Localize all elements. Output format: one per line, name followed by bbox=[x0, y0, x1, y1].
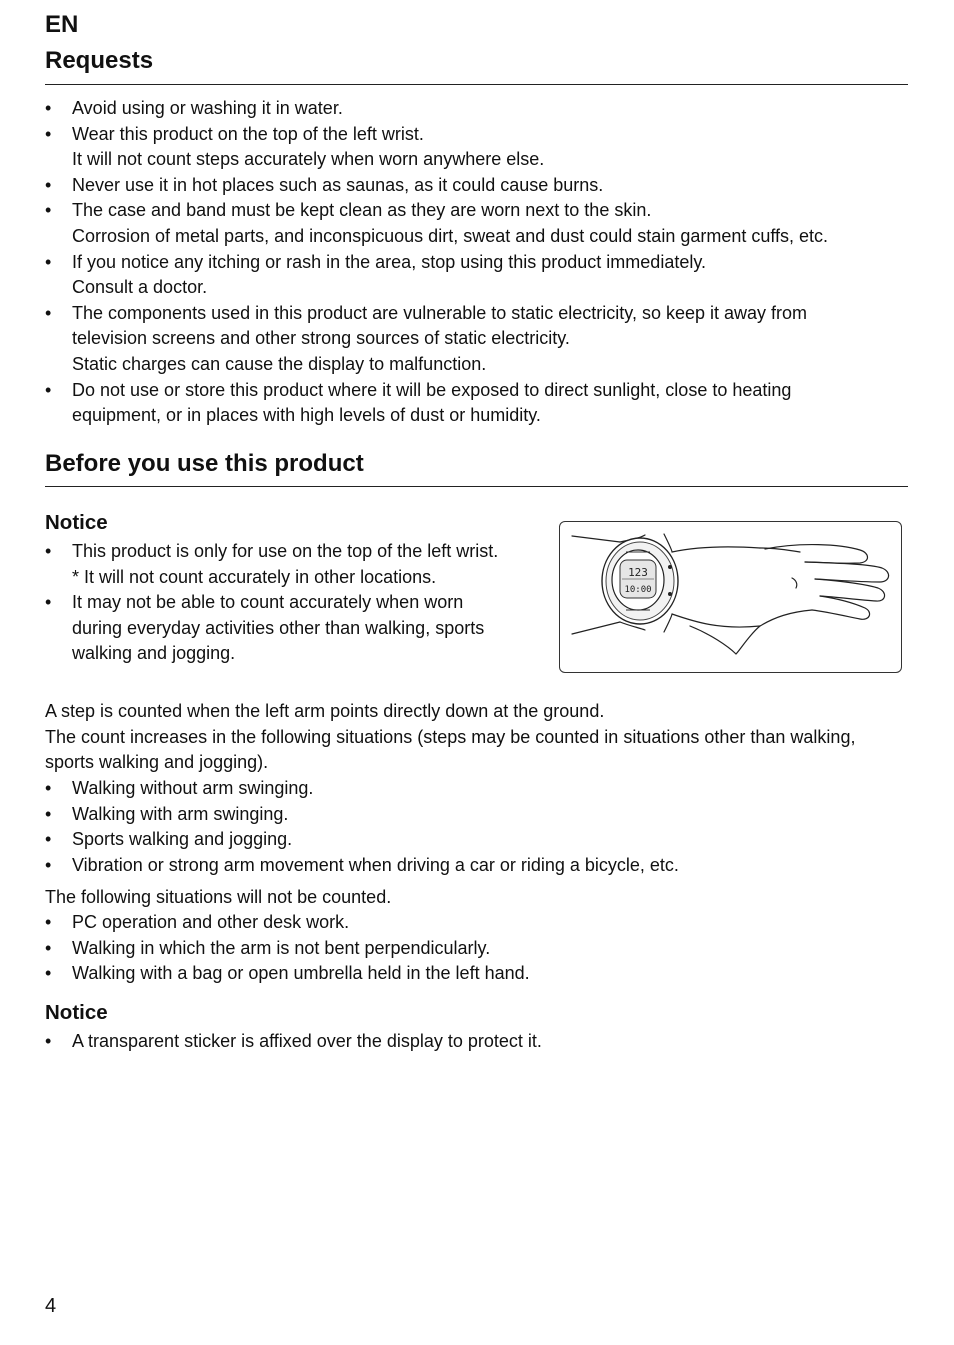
requests-rule bbox=[45, 84, 908, 85]
language-tag: EN bbox=[45, 11, 79, 38]
before-rule bbox=[45, 486, 908, 487]
wrist-watch-drawing bbox=[560, 522, 902, 673]
list-item: • Sports walking and jogging. bbox=[45, 827, 908, 853]
list-item: • Walking with arm swinging. bbox=[45, 802, 908, 828]
list-item: • Wear this product on the top of the left wrist. It will not count steps accurately when worn anywhere else. bbox=[45, 122, 908, 173]
notice-heading: Notice bbox=[45, 511, 108, 534]
requests-heading: Requests bbox=[45, 47, 154, 74]
before-heading: Before you use this product bbox=[45, 450, 364, 477]
requests-list bbox=[45, 96, 908, 429]
wrist-watch-illustration bbox=[559, 521, 902, 673]
notice-list bbox=[45, 539, 535, 667]
list-item: • Do not use or store this product where it will be exposed to direct sunlight, close to heating equipment, or in places with high levels of dust or humidity. bbox=[45, 378, 908, 429]
counted-list bbox=[45, 776, 908, 878]
page-number: 4 bbox=[45, 1295, 57, 1317]
watch-time-readout: 10:00 bbox=[624, 585, 652, 595]
list-item: • The components used in this product are vulnerable to static electricity, so keep it away from television screens and other strong sources of static electricity. Static charges can cause the display to malfunction. bbox=[45, 301, 908, 378]
list-item: • PC operation and other desk work. bbox=[45, 910, 908, 936]
notice-list-2 bbox=[45, 1029, 908, 1055]
list-item: • A transparent sticker is affixed over the display to protect it. bbox=[45, 1029, 908, 1055]
list-item: • If you notice any itching or rash in the area, stop using this product immediately. Consult a doctor. bbox=[45, 250, 908, 301]
list-item: • Walking in which the arm is not bent perpendicularly. bbox=[45, 936, 908, 962]
list-item: • Vibration or strong arm movement when driving a car or riding a bicycle, etc. bbox=[45, 853, 908, 879]
list-item: • The case and band must be kept clean as they are worn next to the skin. Corrosion of metal parts, and inconspicuous dirt, sweat and dust could stain garment cuffs, etc. bbox=[45, 198, 908, 249]
list-item: • Never use it in hot places such as saunas, as it could cause burns. bbox=[45, 173, 908, 199]
notice-heading-2: Notice bbox=[45, 1001, 108, 1024]
not-counted-intro: The following situations will not be counted. bbox=[45, 887, 392, 907]
list-item: • Avoid using or washing it in water. bbox=[45, 96, 908, 122]
watch-step-readout: 123 bbox=[628, 566, 648, 579]
list-item: • This product is only for use on the top of the left wrist. * It will not count accurately in other locations. bbox=[45, 539, 535, 590]
step-explanation: A step is counted when the left arm points directly down at the ground. The count increases in the following situations (steps may be counted in situations other than walking, sports walking and jogging). bbox=[45, 701, 856, 773]
list-item: • It may not be able to count accurately when worn during everyday activities other than walking, sports walking and jogging. bbox=[45, 590, 535, 667]
list-item: • Walking with a bag or open umbrella held in the left hand. bbox=[45, 961, 908, 987]
list-item: • Walking without arm swinging. bbox=[45, 776, 908, 802]
not-counted-list bbox=[45, 910, 908, 987]
